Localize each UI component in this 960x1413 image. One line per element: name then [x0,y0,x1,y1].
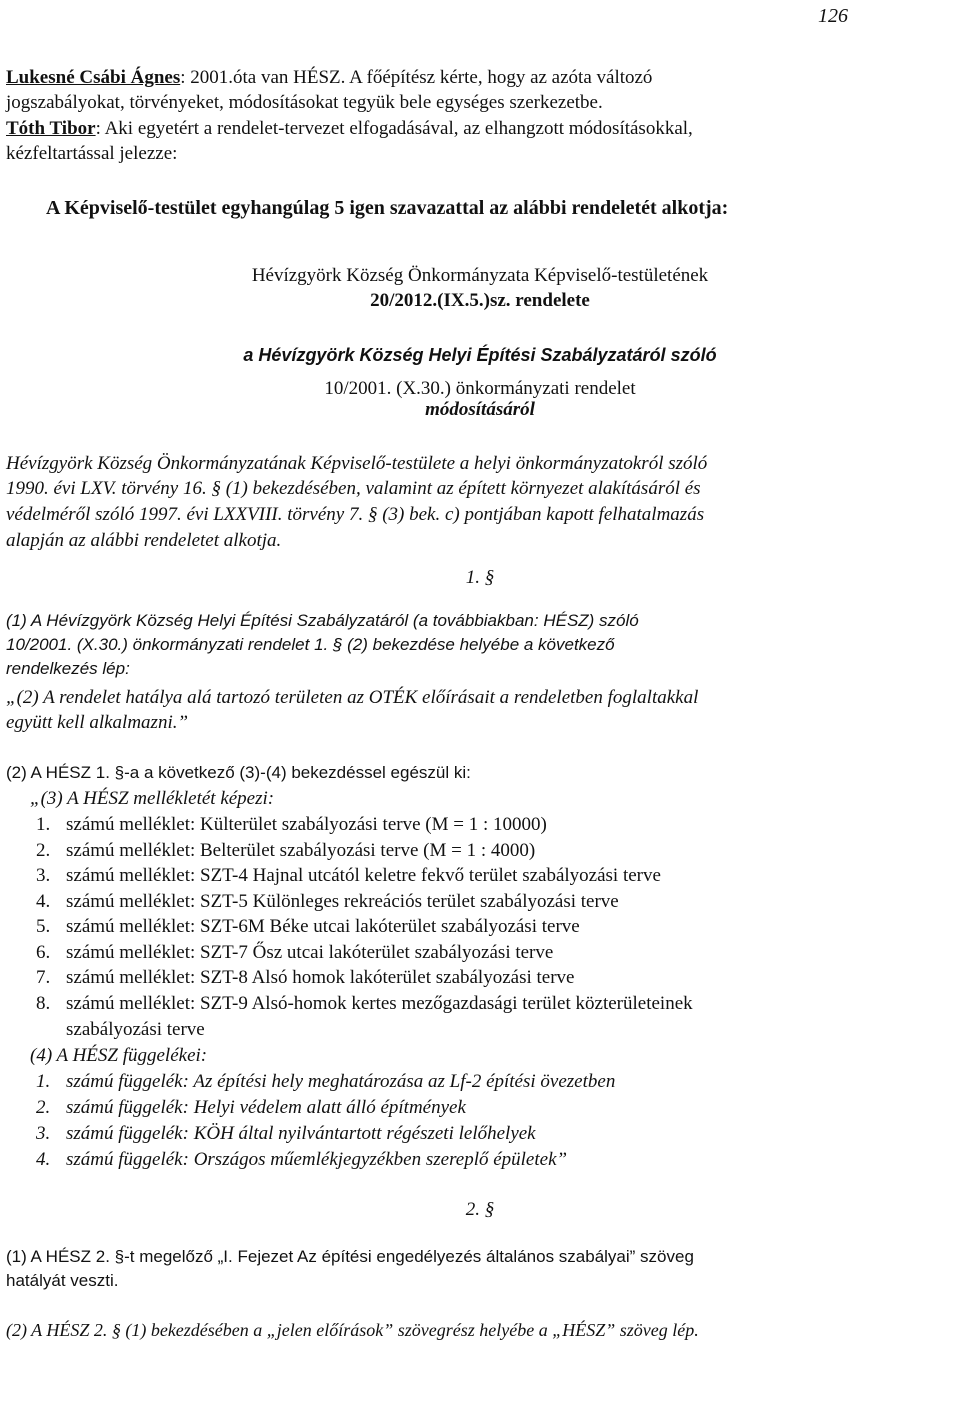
section-1-para-1-line: rendelkezés lép: [6,659,130,678]
appendix-item: 2. számú függelék: Helyi védelem alatt álló építmények [36,1097,466,1118]
decision-statement: A Képviselő-testület egyhangúlag 5 igen szavazattal az alábbi rendeletét alkotja: [46,197,729,219]
annex-item: 3. számú melléklet: SZT-4 Hajnal utcától keletre fekvő terület szabályozási terve [36,865,661,886]
intro-line-3: Tóth Tibor: Aki egyetért a rendelet-tervezet elfogadásával, az elhangzott módosításokkal, [6,118,693,139]
preamble-line: alapján az alábbi rendeletet alkotja. [6,530,282,551]
annex-item: 6. számú melléklet: SZT-7 Ősz utcai lakóterület szabályozási terve [36,942,554,963]
section-1-heading: 1. § [465,567,495,588]
section-2-para-2: (2) A HÉSZ 2. § (1) bekezdésében a „jelen előírások” szövegrész helyébe a „HÉSZ” szöveg lép. [6,1320,699,1340]
section-1-para-2: (2) A HÉSZ 1. §-a a következő (3)-(4) bekezdéssel egészül ki: [6,763,471,782]
section-2-heading: 2. § [465,1199,495,1220]
annex-item: 8. számú melléklet: SZT-9 Alsó-homok kertes mezőgazdasági terület közterületeinek [36,993,693,1014]
quote-line: együtt kell alkalmazni.” [6,712,189,733]
annex-item-continuation: szabályozási terve [66,1019,205,1040]
section-2-para-1-line: (1) A HÉSZ 2. §-t megelőző „I. Fejezet Az építési engedélyezés általános szabályai” szöveg [6,1247,694,1266]
speaker-name: Lukesné Csábi Ágnes [6,67,181,88]
annex-item: 2. számú melléklet: Belterület szabályozási terve (M = 1 : 4000) [36,840,536,861]
section-2-para-1-line: hatályát veszti. [6,1271,119,1290]
intro-line-2: jogszabályokat, törvényeket, módosításokat tegyük bele egységes szerkezetbe. [6,92,603,113]
section-1-para-1-line: (1) A Hévízgyörk Község Helyi Építési Szabályzatáról (a továbbiakban: HÉSZ) szóló [6,611,639,630]
intro-line-4: kézfeltartással jelezze: [6,143,178,164]
title-line-1: Hévízgyörk Község Önkormányzata Képviselő-testületének [251,265,709,286]
annex-item: 4. számú melléklet: SZT-5 Különleges rekreációs terület szabályozási terve [36,891,619,912]
section-1-para-4-heading: (4) A HÉSZ függelékei: [30,1045,208,1066]
annex-item: 5. számú melléklet: SZT-6M Béke utcai lakóterület szabályozási terve [36,916,580,937]
quote-line: „(2) A rendelet hatálya alá tartozó területen az OTÉK előírásait a rendeletben foglaltakkal [6,687,699,708]
page-number: 126 [818,5,848,27]
preamble-line: Hévízgyörk Község Önkormányzatának Képviselő-testülete a helyi önkormányzatokról szóló [6,453,708,474]
title-line-4: 10/2001. (X.30.) önkormányzati rendelet [324,378,636,399]
annex-item: 1. számú melléklet: Külterület szabályozási terve (M = 1 : 10000) [36,814,547,835]
preamble-line: védelméről szóló 1997. évi LXXVIII. törvény 7. § (3) bek. c) pontjában kapott felhatalmazás [6,504,705,525]
title-line-5: módosításáról [425,399,535,420]
title-line-3: a Hévízgyörk Község Helyi Építési Szabályzatáról szóló [243,345,717,365]
appendix-item: 3. számú függelék: KÖH által nyilvántartott régészeti lelőhelyek [36,1123,536,1144]
appendix-item: 1. számú függelék: Az építési hely meghatározása az Lf-2 építési övezetben [36,1071,616,1092]
preamble-line: 1990. évi LXV. törvény 16. § (1) bekezdésében, valamint az épített környezet alakításáról és [6,478,701,499]
intro-line-1: Lukesné Csábi Ágnes: 2001.óta van HÉSZ. A főépítész kérte, hogy az azóta változó [6,67,653,88]
section-1-para-1-line: 10/2001. (X.30.) önkormányzati rendelet 1. § (2) bekezdése helyébe a következő [6,635,615,654]
speaker-name: Tóth Tibor [6,118,96,139]
title-line-2: 20/2012.(IX.5.)sz. rendelete [370,290,590,311]
annex-item: 7. számú melléklet: SZT-8 Alsó homok lakóterület szabályozási terve [36,967,575,988]
appendix-item: 4. számú függelék: Országos műemlékjegyzékben szereplő épületek” [36,1149,568,1170]
section-1-para-3-heading: „(3) A HÉSZ mellékletét képezi: [30,788,275,809]
